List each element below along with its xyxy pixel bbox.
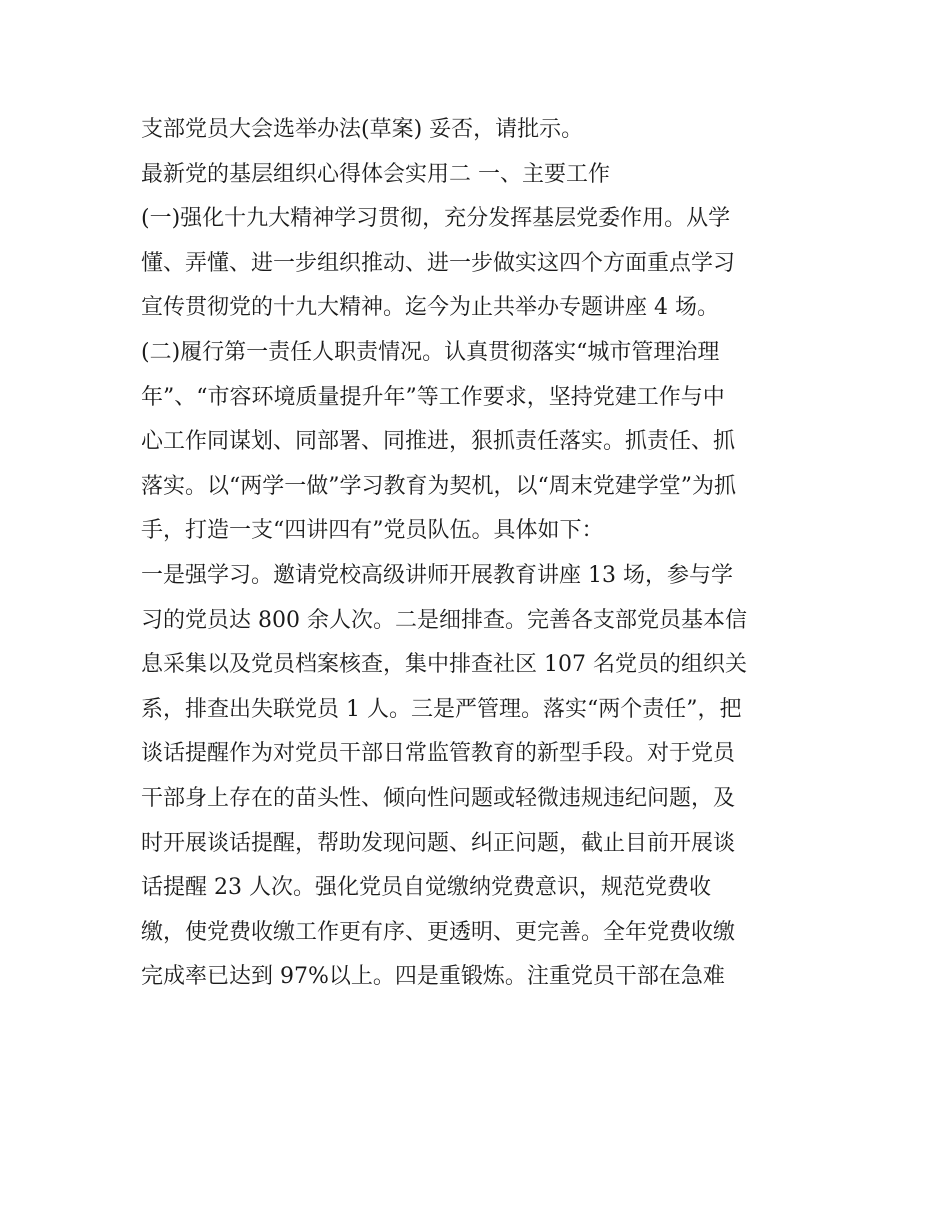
text-line: (二)履行第一责任人职责情况。认真贯彻落实“城市管理治理 — [141, 339, 720, 365]
text-line: 支部党员大会选举办法(草案) 妥否，请批示。 — [141, 117, 584, 142]
text-line: 缴，使党费收缴工作更有序、更透明、更完善。全年党费收缴 — [141, 919, 736, 945]
text-line: 落实。以“两学一做”学习教育为契机，以“周末党建学堂”为抓 — [141, 473, 736, 499]
text-line: 年”、“市容环境质量提升年”等工作要求，坚持党建工作与中 — [141, 384, 725, 410]
text-line: 一是强学习。邀请党校高级讲师开展教育讲座 13 场，参与学 — [141, 562, 733, 588]
text-line: 习的党员达 800 余人次。二是细排查。完善各支部党员基本信 — [141, 607, 747, 633]
text-line: 系，排查出失联党员 1 人。三是严管理。落实“两个责任”，把 — [141, 696, 742, 722]
text-line: 手，打造一支“四讲四有”党员队伍。具体如下： — [141, 518, 604, 544]
text-line: 懂、弄懂、进一步组织推动、进一步做实这四个方面重点学习 — [141, 250, 736, 276]
text-line: 干部身上存在的苗头性、倾向性问题或轻微违规违纪问题，及 — [141, 785, 736, 811]
text-line: 心工作同谋划、同部署、同推进，狠抓责任落实。抓责任、抓 — [141, 429, 736, 455]
text-line: (一)强化十九大精神学习贯彻，充分发挥基层党委作用。从学 — [141, 206, 731, 232]
text-line: 宣传贯彻党的十九大精神。迄今为止共举办专题讲座 4 场。 — [141, 295, 719, 321]
document-body — [141, 108, 821, 1000]
text-line: 时开展谈话提醒，帮助发现问题、纠正问题，截止目前开展谈 — [141, 830, 736, 856]
text-line: 话提醒 23 人次。强化党员自觉缴纳党费意识，规范党费收 — [141, 875, 711, 901]
text-line: 完成率已达到 97%以上。四是重锻炼。注重党员干部在急难 — [141, 964, 725, 990]
text-line: 息采集以及党员档案核查，集中排查社区 107 名党员的组织关 — [141, 652, 747, 678]
text-line: 谈话提醒作为对党员干部日常监管教育的新型手段。对于党员 — [141, 741, 736, 767]
text-line: 最新党的基层组织心得体会实用二 一、主要工作 — [141, 161, 610, 187]
